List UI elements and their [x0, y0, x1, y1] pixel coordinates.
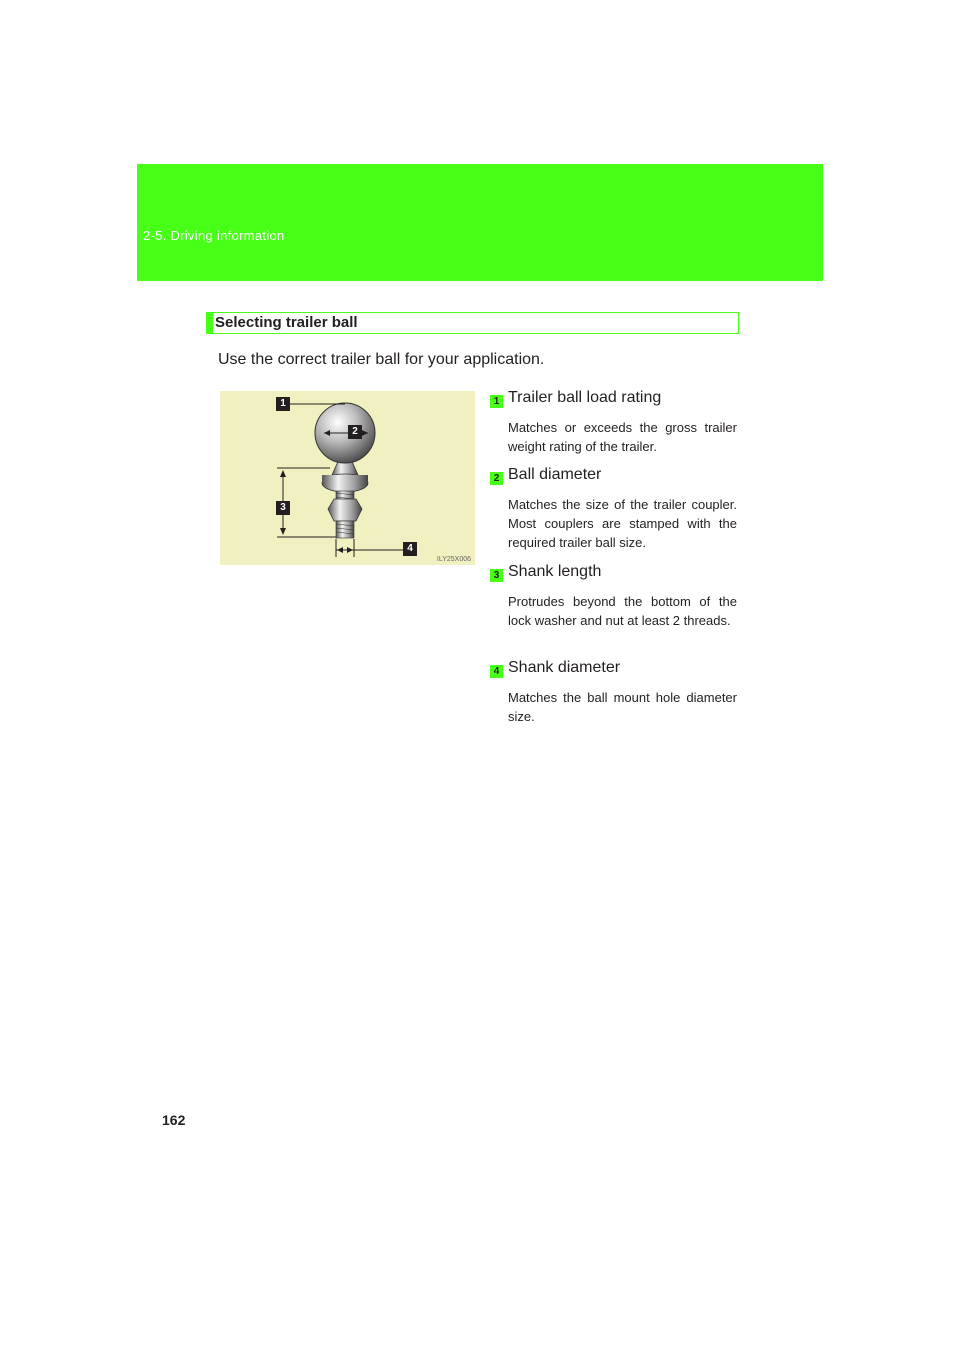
figure-callout-3: 3 — [276, 501, 290, 515]
item-title: Ball diameter — [508, 466, 602, 483]
section-reference: 2-5. Driving information — [143, 228, 285, 243]
item-description: Matches or exceeds the gross trailer weight rating of the trailer. — [508, 420, 737, 454]
page-number: 162 — [162, 1112, 186, 1128]
item-title: Trailer ball load rating — [508, 389, 662, 406]
item-title: Shank diameter — [508, 659, 621, 676]
figure-callout-1: 1 — [276, 397, 290, 411]
header-band — [137, 164, 823, 281]
item-number-badge: 3 — [490, 569, 503, 582]
trailer-ball-drawing — [220, 391, 475, 565]
item-number-badge: 4 — [490, 665, 503, 678]
section-title: Selecting trailer ball — [215, 314, 358, 331]
trailer-ball-illustration — [220, 391, 475, 565]
figure-code: ILY25X006 — [436, 556, 471, 563]
intro-text: Use the correct trailer ball for your application. — [218, 351, 545, 368]
item-description: Matches the ball mount hole diameter size. — [508, 690, 737, 724]
item-description: Protrudes beyond the bottom of the lock washer and nut at least 2 threads. — [508, 594, 737, 628]
item-description: Matches the size of the trailer coupler. Most couplers are stamped with the required trailer ball size. — [508, 497, 737, 550]
item-number-badge: 2 — [490, 472, 503, 485]
item-title: Shank length — [508, 563, 602, 580]
figure-callout-4: 4 — [403, 542, 417, 556]
item-number-badge: 1 — [490, 395, 503, 408]
heading-accent-bar — [206, 312, 213, 334]
section-heading — [206, 312, 739, 334]
watermark: carmanualsonline.info — [755, 1330, 950, 1352]
figure-callout-2: 2 — [348, 425, 362, 439]
